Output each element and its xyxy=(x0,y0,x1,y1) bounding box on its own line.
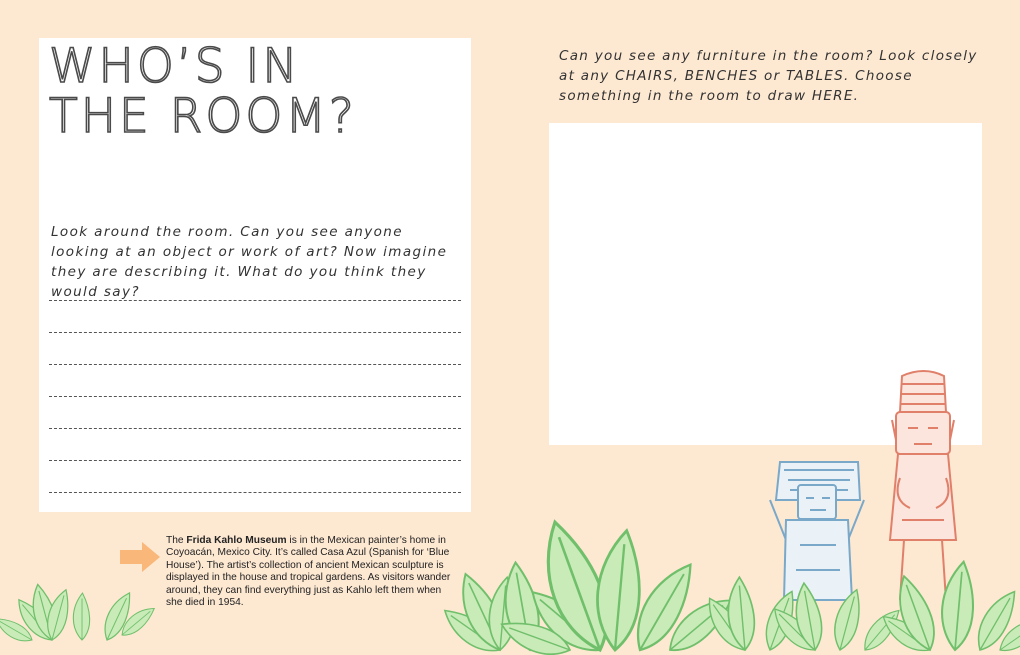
drawing-prompt: Can you see any furniture in the room? Look closely at any CHAIRS, BENCHES or TABLES. Choose something in the room to draw HERE. xyxy=(559,48,978,104)
info-body: is in the Mexican painter’s home in Coyoacán, Mexico City. It’s called Casa Azul (Spanish for ‘Blue House’). The artist’s collection of ancient Mexican sculpture is displayed in the house and tropical gardens. As visitors wander around, they can find everything just as Kahlo left them when she died in 1954. xyxy=(166,535,451,609)
drawing-area[interactable] xyxy=(549,123,982,445)
writing-line[interactable] xyxy=(49,300,461,301)
plant-bush-2 xyxy=(497,515,740,655)
museum-info-text xyxy=(166,535,451,609)
page-title xyxy=(49,39,357,144)
title-line-1: WHO’S IN xyxy=(49,39,301,94)
museum-name: Frida Kahlo Museum xyxy=(186,535,287,546)
writing-line[interactable] xyxy=(49,364,461,365)
writing-line[interactable] xyxy=(49,396,461,397)
arrow-icon xyxy=(118,540,162,574)
plant-bush-4 xyxy=(768,582,906,655)
writing-line[interactable] xyxy=(49,332,461,333)
plant-left xyxy=(0,582,159,647)
activity-prompt: Look around the room. Can you see anyone looking at an object or work of art? Now imagine they are describing it. What do you think they would say? xyxy=(51,224,448,300)
plant-bush-1 xyxy=(438,561,594,655)
info-intro: The xyxy=(166,535,187,546)
writing-line[interactable] xyxy=(49,428,461,429)
writing-lines[interactable] xyxy=(49,300,461,524)
writing-line[interactable] xyxy=(49,492,461,493)
whos-in-the-room-card xyxy=(39,38,471,512)
plant-bush-3 xyxy=(701,577,803,655)
aztec-statue-blue xyxy=(770,462,864,600)
title-line-2: THE ROOM? xyxy=(49,89,357,144)
writing-line[interactable] xyxy=(49,460,461,461)
plant-bush-5 xyxy=(878,559,1020,655)
